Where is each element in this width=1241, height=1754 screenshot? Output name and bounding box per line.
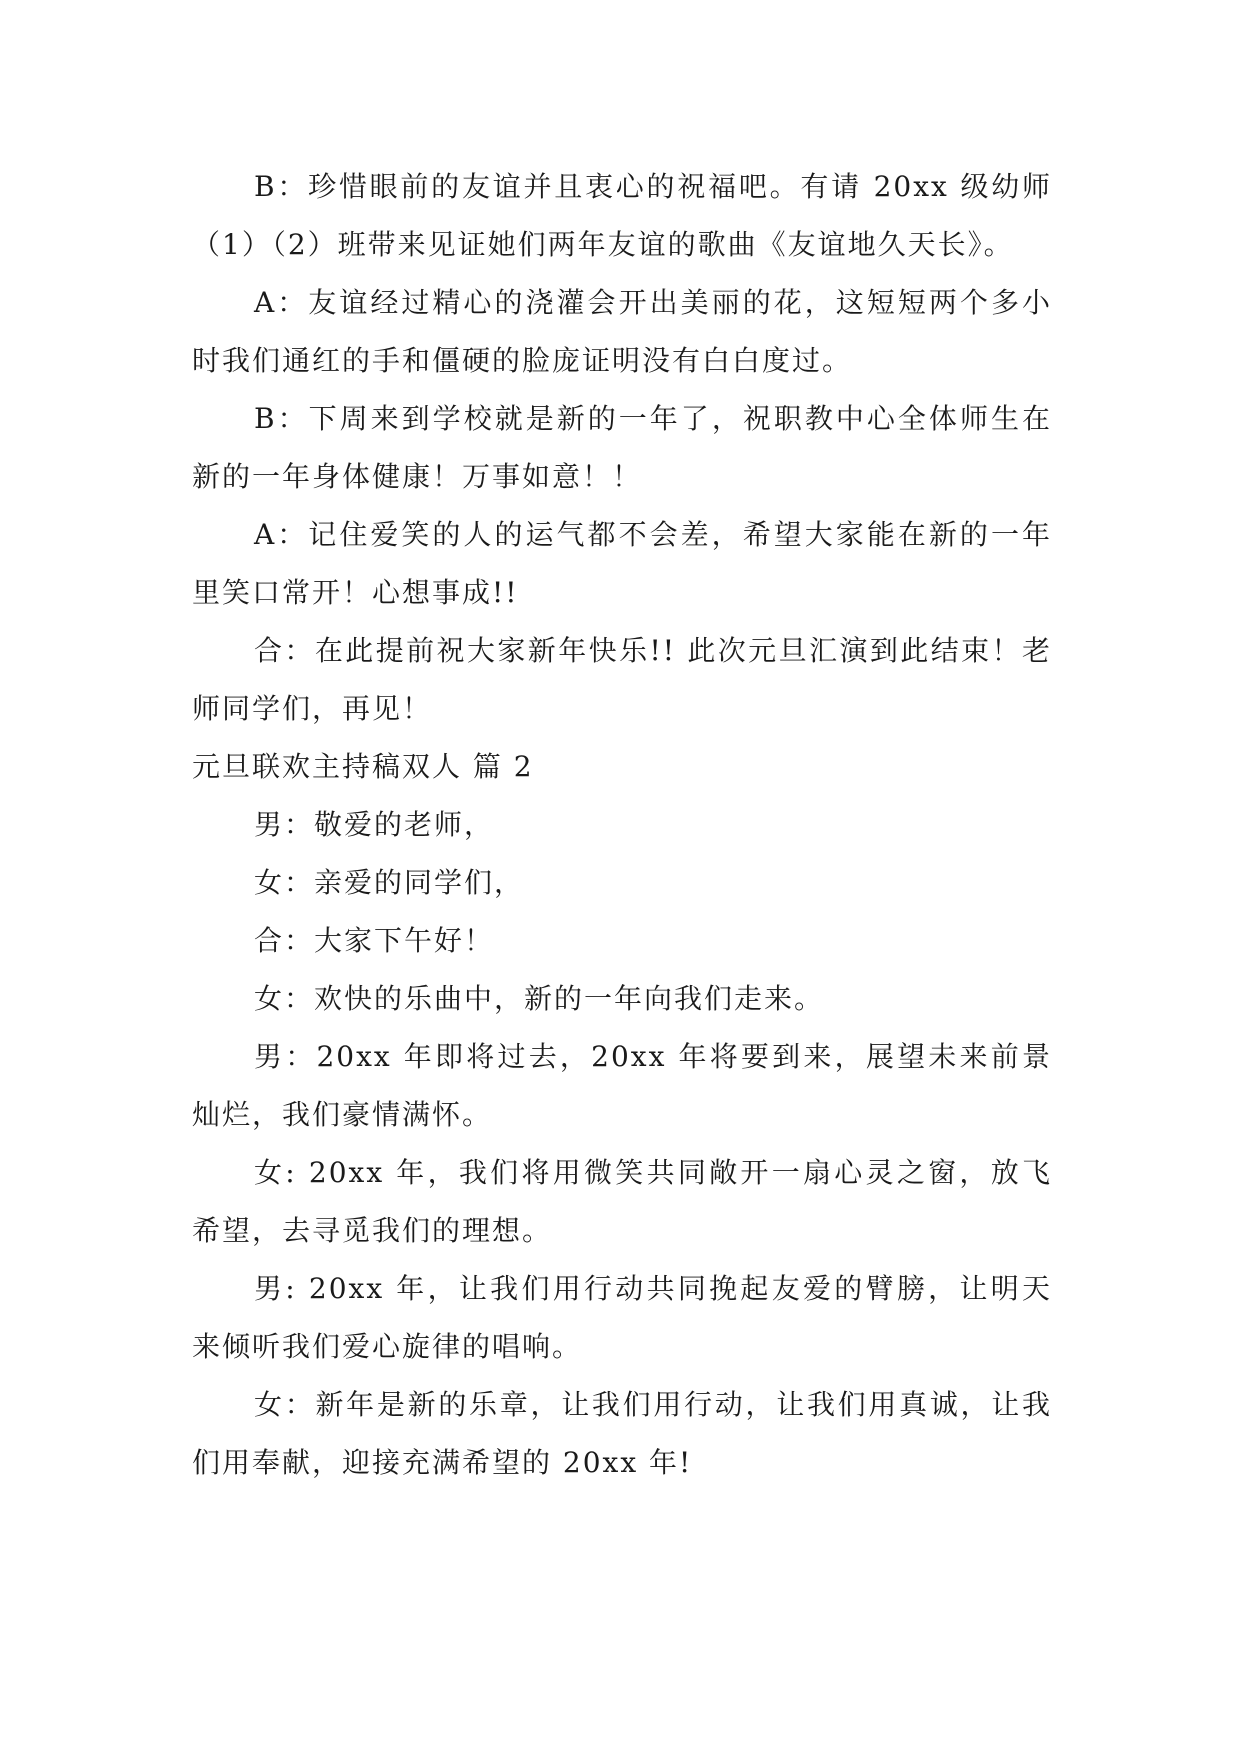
paragraph-a-friendship-flower: A：友谊经过精心的浇灌会开出美丽的花，这短短两个多小时我们通红的手和僵硬的脸庞证明没有白白度过。: [192, 286, 1052, 377]
paragraph-female-movement: 女：新年是新的乐章，让我们用行动，让我们用真诚，让我们用奉献，迎接充满希望的 20xx 年!: [192, 1388, 1052, 1479]
paragraph-female-music: 女：欢快的乐曲中，新的一年向我们走来。: [254, 982, 825, 1015]
paragraph-b-friendship: B：珍惜眼前的友谊并且衷心的祝福吧。有请 20xx 级幼师（1）（2）班带来见证她们两年友谊的歌曲《友谊地久天长》。: [192, 170, 1052, 261]
paragraph-female-classmates: 女：亲爱的同学们，: [254, 866, 525, 899]
paragraph-together-greeting: 合：大家下午好！: [254, 924, 495, 957]
paragraph-male-action: 男: 20xx 年，让我们用行动共同挽起友爱的臂膀，让明天来倾听我们爱心旋律的唱响。: [192, 1272, 1052, 1363]
paragraph-b-new-year: B：下周来到学校就是新的一年了，祝职教中心全体师生在新的一年身体健康！万事如意！！: [192, 402, 1052, 493]
paragraph-male-future: 男：20xx 年即将过去，20xx 年将要到来，展望未来前景灿烂，我们豪情满怀。: [192, 1040, 1052, 1131]
paragraph-a-smile: A：记住爱笑的人的运气都不会差，希望大家能在新的一年里笑口常开！心想事成!!: [192, 518, 1052, 609]
paragraph-together-goodbye: 合：在此提前祝大家新年快乐!! 此次元旦汇演到此结束！老师同学们，再见！: [192, 634, 1052, 725]
section-heading: 元旦联欢主持稿双人 篇 2: [192, 750, 534, 783]
paragraph-male-teachers: 男：敬爱的老师，: [254, 808, 495, 841]
paragraph-female-window: 女: 20xx 年，我们将用微笑共同敞开一扇心灵之窗，放飞希望，去寻觅我们的理想。: [192, 1156, 1052, 1247]
document-body: [192, 158, 1052, 1492]
